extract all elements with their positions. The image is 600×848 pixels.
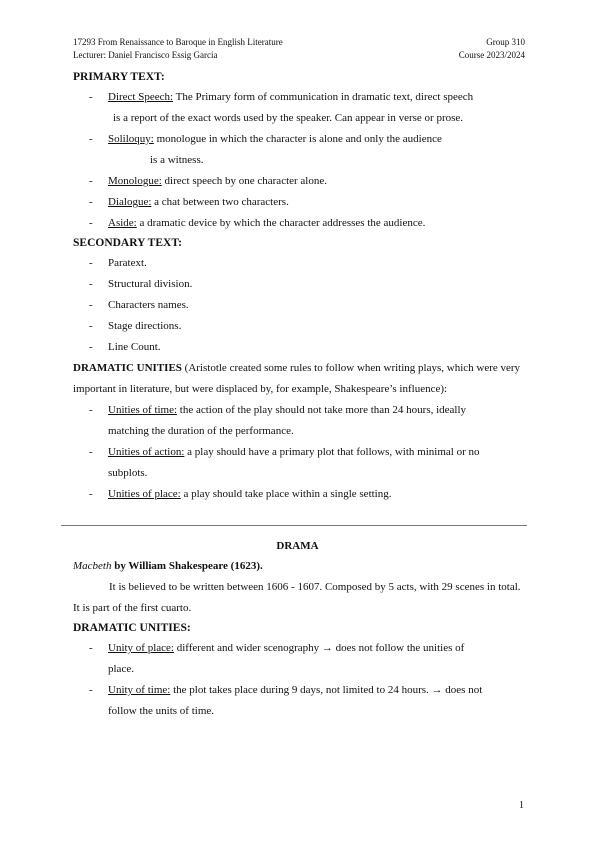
list-item: - Characters names.: [73, 295, 522, 316]
list-item: - Unities of place: a play should take place within a single setting.: [73, 484, 522, 505]
play-title-line: [73, 556, 522, 577]
dramatic-unities-list: [73, 400, 522, 505]
term-unities-of-action: Unities of action:: [108, 446, 185, 458]
list-item: - Aside: a dramatic device by which the character addresses the audience.: [73, 213, 522, 234]
list-item: - Direct Speech: The Primary form of communication in dramatic text, direct speech is a report of the exact words used by the speaker. Can appear in verse or prose.: [73, 87, 522, 129]
course-name: 17293 From Renaissance to Baroque in English Literature: [73, 37, 283, 47]
list-item: - Monologue: direct speech by one character alone.: [73, 171, 522, 192]
primary-text-list: [73, 87, 522, 234]
primary-text-heading: PRIMARY TEXT:: [73, 71, 165, 83]
term-soliloquy: Soliloquy:: [108, 133, 154, 145]
document-body: [73, 68, 522, 722]
section-divider: [61, 525, 527, 526]
list-item: - Dialogue: a chat between two characters.: [73, 192, 522, 213]
macbeth-unities-heading: DRAMATIC UNITIES:: [73, 622, 191, 634]
term-dialogue: Dialogue:: [108, 196, 152, 208]
secondary-text-heading: SECONDARY TEXT:: [73, 237, 182, 249]
play-description: It is believed to be written between 1606 - 1607. Composed by 5 acts, with 29 scenes in total. It is part of the first cuarto.: [73, 581, 521, 614]
term-unity-of-time: Unity of time:: [108, 684, 171, 696]
drama-title: DRAMA: [276, 540, 319, 552]
list-item: - Unities of action: a play should have a primary plot that follows, with minimal or no subplots.: [73, 442, 522, 484]
macbeth-unities-list: [73, 638, 522, 722]
course-year: Course 2023/2024: [458, 50, 525, 60]
page-number: 1: [519, 800, 524, 811]
list-item: - Paratext.: [73, 253, 522, 274]
list-item: - Line Count.: [73, 337, 522, 358]
list-item: - Unities of time: the action of the play should not take more than 24 hours, ideally matching the duration of the performance.: [73, 400, 522, 442]
group-label: Group 310: [486, 37, 525, 47]
term-monologue: Monologue:: [108, 175, 162, 187]
page-header: [73, 36, 525, 62]
list-item: - Soliloquy: monologue in which the character is alone and only the audience is a witness.: [73, 129, 522, 171]
secondary-text-list: [73, 253, 522, 358]
dramatic-unities-intro: DRAMATIC UNITIES (Aristotle created some rules to follow when writing plays, which were very important in literature, but were displaced by, for example, Shakespeare’s influence):: [73, 362, 521, 395]
list-item: - Stage directions.: [73, 316, 522, 337]
play-title: Macbeth: [73, 560, 112, 572]
play-byline: by William Shakespeare (1623).: [111, 560, 263, 572]
list-item: - Structural division.: [73, 274, 522, 295]
term-direct-speech: Direct Speech:: [108, 91, 174, 103]
list-item: - Unity of time: the plot takes place during 9 days, not limited to 24 hours. → does not follow the units of time.: [73, 680, 522, 722]
term-unity-of-place: Unity of place:: [108, 642, 174, 654]
dramatic-unities-heading: DRAMATIC UNITIES: [73, 362, 182, 374]
term-unities-of-time: Unities of time:: [108, 404, 178, 416]
term-aside: Aside:: [108, 217, 137, 229]
lecturer-label: Lecturer: Daniel Francisco Essig García: [73, 50, 218, 60]
term-unities-of-place: Unities of place:: [108, 488, 181, 500]
list-item: - Unity of place: different and wider scenography → does not follow the unities of place.: [73, 638, 522, 680]
